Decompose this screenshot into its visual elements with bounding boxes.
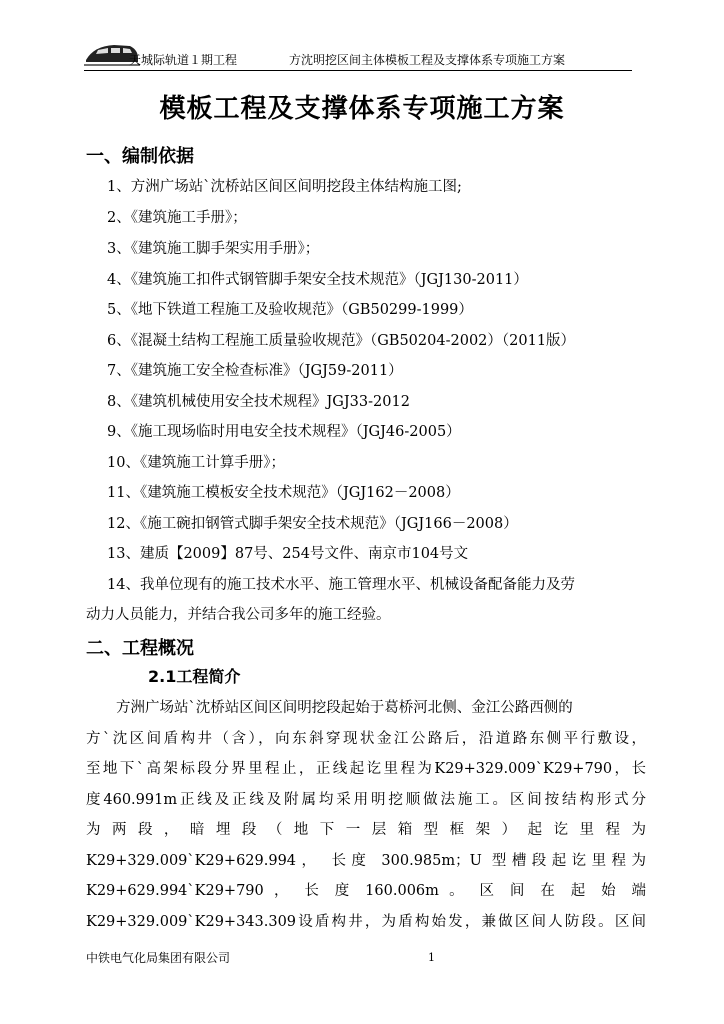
header-project-name: 天城际轨道１期工程 (129, 53, 238, 67)
page-number: 1 (428, 951, 435, 964)
basis-item-3: 3、《建筑施工脚手架实用手册》； (107, 241, 320, 257)
section-heading-basis: 一、编制依据 (86, 146, 194, 167)
basis-item-1: 1、方洲广场站`沈桥站区间区间明挖段主体结构施工图; (107, 179, 462, 195)
basis-item-14-continued: 动力人员能力，并结合我公司多年的施工经验。 (86, 607, 391, 623)
paragraph-line: 至地下`高架标段分界里程止，正线起讫里程为K29+329.009`K29+790，长 (86, 761, 646, 777)
basis-item-4: 4、《建筑施工扣件式钢管脚手架安全技术规范》（JGJ130-2011） (107, 272, 528, 288)
subsection-heading-intro: 2.1工程简介 (148, 667, 241, 686)
basis-item-12: 12、《施工碗扣钢管式脚手架安全技术规范》（JGJ166－2008） (107, 516, 518, 532)
paragraph-line: K29+329.009`K29+343.309设盾构井，为盾构始发，兼做区间人防段。区间 (86, 914, 646, 930)
header-document-name: 方沈明挖区间主体模板工程及支撑体系专项施工方案 (289, 53, 566, 67)
paragraph-line: 方`沈区间盾构井（含），向东斜穿现状金江公路后，沿道路东侧平行敷设， (86, 731, 646, 747)
basis-item-11: 11、《建筑施工模板安全技术规范》（JGJ162－2008） (107, 485, 460, 501)
basis-item-2: 2、《建筑施工手册》； (107, 210, 247, 226)
basis-item-9: 9、《施工现场临时用电安全技术规程》（JGJ46-2005） (107, 424, 461, 440)
basis-item-5: 5、《地下铁道工程施工及验收规范》（GB50299-1999） (107, 302, 473, 318)
paragraph-line: K29+629.994`K29+790 ， 长 度 160.006m 。 区 间 在 起 始 端 (86, 883, 646, 899)
basis-item-7: 7、《建筑施工安全检查标准》（JGJ59-2011） (107, 363, 403, 379)
basis-item-6: 6、《混凝土结构工程施工质量验收规范》（GB50204-2002）（2011版） (107, 333, 576, 349)
document-title: 模板工程及支撑体系专项施工方案 (159, 94, 565, 124)
paragraph-line: 方洲广场站`沈桥站区间区间明挖段起始于葛桥河北侧、金江公路西侧的 (116, 700, 573, 716)
basis-item-13: 13、建质【2009】87号、254号文件、南京市104号文 (107, 546, 469, 562)
basis-item-14: 14、我单位现有的施工技术水平、施工管理水平、机械设备配备能力及劳 (107, 577, 575, 593)
basis-item-10: 10、《建筑施工计算手册》； (107, 455, 285, 471)
paragraph-line: 为 两 段 ， 暗 埋 段 （ 地 下 一 层 箱 型 框 架 ） 起 讫 里 程 为 (86, 822, 646, 838)
footer-company: 中铁电气化局集团有限公司 (86, 951, 231, 965)
paragraph-line: 度460.991m正线及正线及附属均采用明挖顺做法施工。区间按结构形式分 (86, 792, 646, 808)
section-heading-overview: 二、工程概况 (86, 638, 194, 659)
paragraph-line: K29+329.009`K29+629.994， 长度 300.985m；U 型槽段起讫里程为 (86, 853, 646, 869)
page-header (84, 36, 632, 71)
basis-item-8: 8、《建筑机械使用安全技术规程》JGJ33-2012 (107, 394, 410, 410)
